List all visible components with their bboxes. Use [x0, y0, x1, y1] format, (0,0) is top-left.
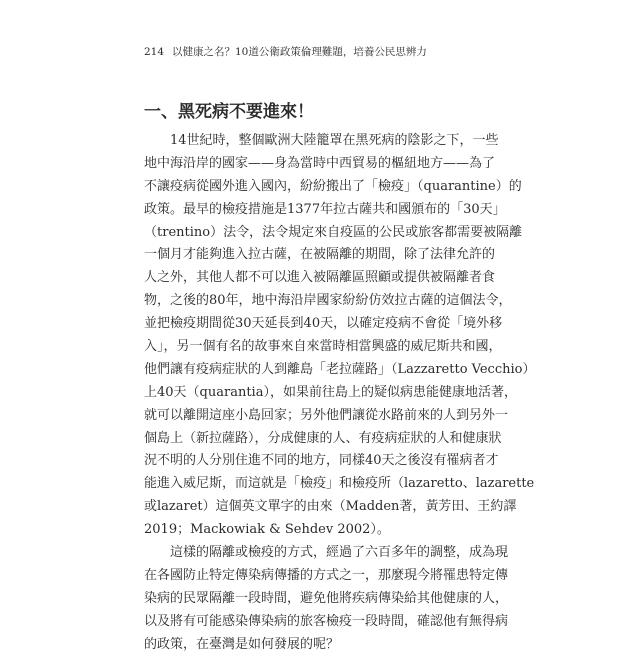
text-line: 在各國防止特定傳染病傳播的方式之一，那麼現今將罹患特定傳: [144, 567, 509, 583]
text-line: 地中海沿岸的國家——身為當時中西貿易的樞紐地方——為了: [144, 155, 496, 171]
text-line: 政策。最早的檢疫措施是1377年拉古薩共和國頒布的「30天」: [144, 201, 506, 217]
page-number: 214: [144, 46, 165, 58]
text-line: 染病的民眾隔離一段時間，避免他將疾病傳染給其他健康的人，: [144, 590, 509, 606]
section-title: 一、黑死病不要進來！: [144, 102, 314, 122]
text-line: 或lazaret）這個英文單字的由來（Madden著，黃芳田、王約譯: [144, 499, 517, 515]
text-line: （trentino）法令，法令規定來自疫區的公民或旅客都需要被隔離: [144, 224, 523, 240]
text-line: 14世紀時，整個歐洲大陸籠罩在黑死病的陰影之下，一些: [170, 133, 499, 148]
running-title: 以健康之名？10道公衛政策倫理難題，培養公民思辨力: [172, 46, 427, 58]
text-line: 入」，另一個有名的故事來自來當時相當興盛的威尼斯共和國，: [144, 339, 502, 355]
text-line: 2019；Mackowiak & Sehdev 2002）。: [144, 522, 390, 538]
body-text: [144, 130, 536, 656]
text-line: 個島上（新拉薩路），分成健康的人、有疫病症狀的人和健康狀: [144, 430, 502, 446]
text-line: 這樣的隔離或檢疫的方式，經過了六百多年的調整，成為現: [170, 545, 509, 561]
text-line: 物，之後的80年，地中海沿岸國家紛紛仿效拉古薩的這個法令，: [144, 293, 512, 309]
text-line: 就可以離開這座小島回家；另外他們讓從水路前來的人到另外一: [144, 407, 509, 423]
running-header: [144, 44, 524, 60]
text-line: 以及將有可能感染傳染病的旅客檢疫一段時間，確認他有無得病: [144, 613, 509, 629]
text-line: 並把檢疫期間從30天延長到40天，以確定疫病不會從「境外移: [144, 316, 503, 332]
text-line: 他們讓有疫病症狀的人到離島「老拉薩路」（Lazzaretto Vecchio）: [144, 361, 536, 377]
text-line: 人之外，其他人都不可以進入被隔離區照顧或提供被隔離者食: [144, 270, 496, 286]
text-line: 的政策，在臺灣是如何發展的呢？: [144, 636, 340, 652]
text-line: 上40天（quarantia），如果前往島上的疑似病患能健康地活著，: [144, 384, 517, 400]
text-line: 一個月才能夠進入拉古薩，在被隔離的期間，除了法律允許的: [144, 247, 496, 263]
text-line: 能進入威尼斯，而這就是「檢疫」和檢疫所（lazaretto、lazarette: [144, 476, 535, 492]
text-line: 況不明的人分別住進不同的地方，同樣40天之後沒有罹病者才: [144, 453, 499, 469]
text-line: 不讓疫病從國外進入國內，紛紛搬出了「檢疫」（quarantine）的: [144, 178, 522, 194]
